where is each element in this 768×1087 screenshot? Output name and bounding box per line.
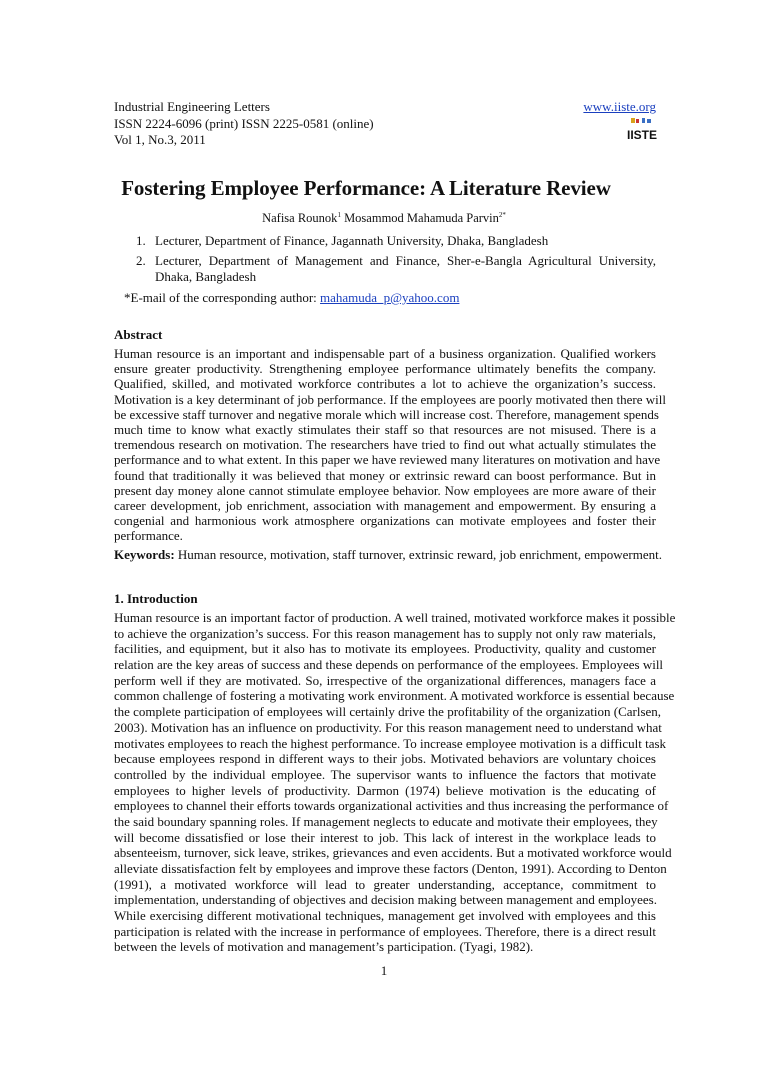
text-line: found that traditionally it was believed that money or extrinsic reward can boost performance. But in [114, 467, 656, 483]
text-line: common challenge of fostering a motivating work environment. A motivated workforce is essential because [114, 688, 675, 704]
author-1-sup: 1 [337, 211, 341, 219]
text-line: (1991), a motivated workforce will lead to greater understanding, acceptance, commitment to [114, 876, 656, 892]
text-line: 2003). Motivation has an influence on productivity. For this reason management need to understand what [114, 719, 662, 735]
text-line: performance and to what extent. In this paper we have reviewed many literatures on motivation and have [114, 452, 661, 468]
text-line: While exercising different motivational techniques, management get involved with employees and this [114, 908, 656, 924]
text-line: absenteeism, turnover, sick leave, strikes, grievances and even accidents. But a motivated workforce would [114, 845, 672, 861]
abstract-body [114, 346, 666, 544]
affiliation-1 [136, 233, 656, 249]
journal-name: Industrial Engineering Letters [114, 99, 270, 114]
email-link[interactable]: mahamuda_p@yahoo.com [320, 290, 460, 305]
author-1: Nafisa Rounok [262, 211, 338, 226]
author-2: Mosammod Mahamuda Parvin [344, 211, 499, 226]
text-line: participation is related with the increase in performance of employees. Therefore, there is a direct result [114, 923, 656, 939]
text-line: employees to higher levels of productivity. Darmon (1974) believe motivation is the educating of [114, 782, 656, 798]
text-line: be excessive staff turnover and negative morale which will increase cost. Therefore, management spends [114, 406, 659, 422]
text-line: Human resource is an important and indispensable part of a business organization. Qualified workers [114, 346, 656, 361]
text-line: career development, job enrichment, association with management and empowerment. By ensuring a [114, 497, 656, 513]
paper-title-text: Fostering Employee Performance: A Literature Review [121, 176, 611, 200]
page-number: 1 [380, 963, 388, 978]
email-label: *E-mail of the corresponding author: [124, 290, 317, 305]
svg-text:IISTE: IISTE [626, 128, 658, 142]
text-line: facilities, and equipment, but it also has to motivate its employees. Productivity, quality and customer [114, 641, 656, 657]
affiliation-2 [136, 253, 656, 285]
affiliation-number: 1. [136, 233, 146, 248]
journal-header [114, 99, 374, 149]
text-line: will become dissatisfied or lose their interest to job. This lack of interest in the workplace leads to [114, 829, 656, 845]
corresponding-email [124, 290, 459, 306]
text-line: perform well if they are motivated. So, irrespective of the organizational differences, managers face a [114, 672, 656, 688]
text-line: the said boundary spanning roles. If management neglects to educate and motivate their employees, they [114, 813, 658, 829]
text-line: congenial and harmonious work atmosphere organizations can motivate employees and foster their [114, 513, 656, 529]
keywords-label: Keywords: [114, 547, 175, 562]
affiliation-text: Lecturer, Department of Management and Finance, Sher-e-Bangla Agricultural University, Dhaka, Bangladesh [155, 253, 656, 284]
iiste-logo [626, 117, 658, 143]
introduction-body [114, 610, 676, 955]
affiliation-number: 2. [136, 253, 146, 268]
affiliation-text: Lecturer, Department of Finance, Jagannath University, Dhaka, Bangladesh [155, 233, 549, 248]
text-line: to achieve the organization’s success. For this reason management has to supply not only raw materials, [114, 625, 656, 641]
text-line: tremendous research on motivation. The researchers have tried to find out what actually stimulates the [114, 437, 656, 453]
text-line: Qualified, skilled, and motivated workforce contributes a lot to achieve the organization’s success. [114, 376, 656, 392]
text-line: between the levels of motivation and management’s participation. (Tyagi, 1982). [114, 939, 534, 955]
text-line: employees to channel their efforts towards organizational activities and thus increasing the performance of [114, 798, 669, 814]
introduction-heading: 1. Introduction [114, 591, 198, 606]
text-line: ensure greater productivity. Strengthening employee performance ultimately benefits the company. [114, 361, 656, 377]
text-line: implementation, understanding of objectives and decision making between management and employees. [114, 892, 657, 908]
journal-url-link[interactable]: www.iiste.org [583, 99, 656, 114]
text-line: much time to know what exactly stimulates their staff so that resources are not misused. There is a [114, 421, 656, 437]
keywords-text: Human resource, motivation, staff turnover, extrinsic reward, job enrichment, empowerment. [177, 547, 662, 562]
authors [0, 211, 768, 226]
text-line: Motivation is a key determinant of job performance. If the employees are poorly motivated then there will [114, 391, 666, 407]
text-line: the complete participation of employees will certainly drive the profitability of the organization (Carlsen, [114, 704, 662, 720]
paper-title [0, 176, 768, 201]
volume: Vol 1, No.3, 2011 [114, 132, 206, 147]
text-line: present day money alone cannot stimulate employee behavior. Now employees are more aware of their [114, 482, 656, 498]
author-2-sup: 2* [498, 211, 506, 219]
text-line: relation are the key areas of success and these depends on performance of the employees. Employees will [114, 657, 664, 673]
text-line: Human resource is an important factor of production. A well trained, motivated workforce makes it possible [114, 610, 676, 625]
text-line: controlled by the individual employee. The supervisor wants to influence the factors that motivate [114, 766, 656, 782]
issn: ISSN 2224-6096 (print) ISSN 2225-0581 (online) [114, 115, 374, 131]
text-line: motivates employees to reach the highest performance. To increase employee motivation is a difficult task [114, 735, 667, 751]
text-line: alleviate dissatisfaction felt by employees and improve these factors (Denton, 1991). According to Denton [114, 861, 667, 876]
text-line: performance. [114, 528, 183, 544]
keywords [114, 547, 662, 562]
text-line: because employees respond in different ways to their jobs. Motivated behaviors are voluntary choices [114, 751, 656, 767]
abstract-heading: Abstract [114, 327, 163, 342]
